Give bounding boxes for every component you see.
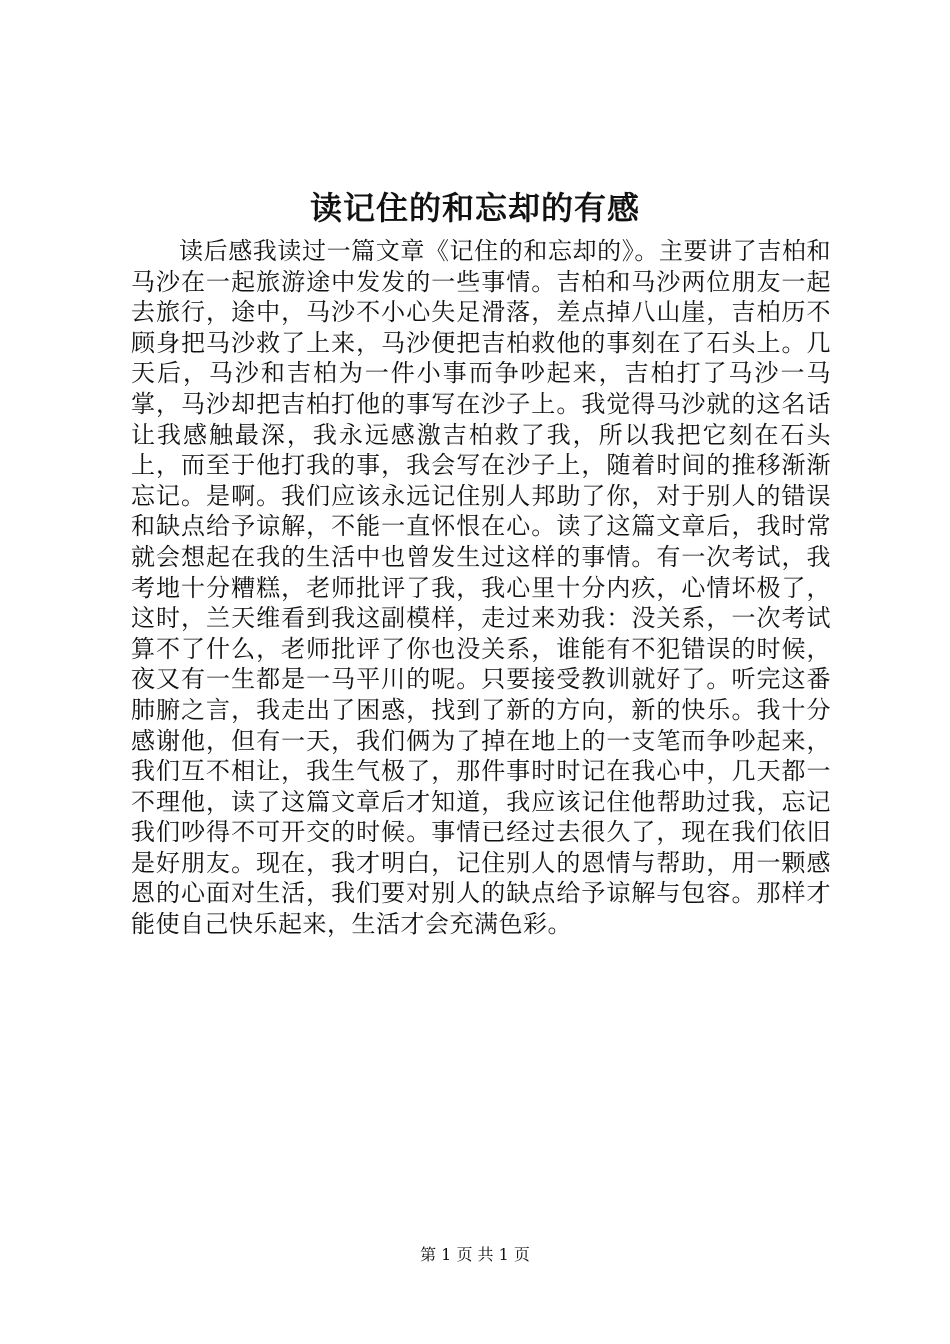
- page-number-footer: 第 1 页 共 1 页: [420, 1245, 530, 1264]
- document-body-paragraph: 读后感我读过一篇文章《记住的和忘却的》。主要讲了吉柏和马沙在一起旅游途中发发的一些事情。吉柏和马沙两位朋友一起去旅行，途中，马沙不小心失足滑落，差点掉八山崖，吉柏历不顾身把马沙救了上来，马沙便把吉柏救他的事刻在了石头上。几天后，马沙和吉柏为一件小事而争吵起来，吉柏打了马沙一马掌，马沙却把吉柏打他的事写在沙子上。我觉得马沙就的这名话让我感触最深，我永远感激吉柏救了我，所以我把它刻在石头上，而至于他打我的事，我会写在沙子上，随着时间的推移渐渐忘记。是啊。我们应该永远记住别人邦助了你，对于别人的错误和缺点给予谅解，不能一直怀恨在心。读了这篇文章后，我时常就会想起在我的生活中也曾发生过这样的事情。有一次考试，我考地十分糟糕，老师批评了我，我心里十分内疚，心情坏极了，这时，兰天维看到我这副模样，走过来劝我：没关系，一次考试算不了什么，老师批评了你也没关系，谁能有不犯错误的时候，夜又有一生都是一马平川的呢。只要接受教训就好了。听完这番肺腑之言，我走出了困惑，找到了新的方向，新的快乐。我十分感谢他，但有一天，我们俩为了掉在地上的一支笔而争吵起来，我们互不相让，我生气极了，那件事时时记在我心中，几天都一不理他，读了这篇文章后才知道，我应该记住他帮助过我，忘记我们吵得不可开交的时候。事情已经过去很久了，现在我们依旧是好朋友。现在，我才明白，记住别人的恩情与帮助，用一颗感恩的心面对生活，我们要对别人的缺点给予谅解与包容。那样才能使自己快乐起来，生活才会充满色彩。: [131, 237, 831, 939]
- document-title: 读记住的和忘却的有感: [309, 189, 640, 227]
